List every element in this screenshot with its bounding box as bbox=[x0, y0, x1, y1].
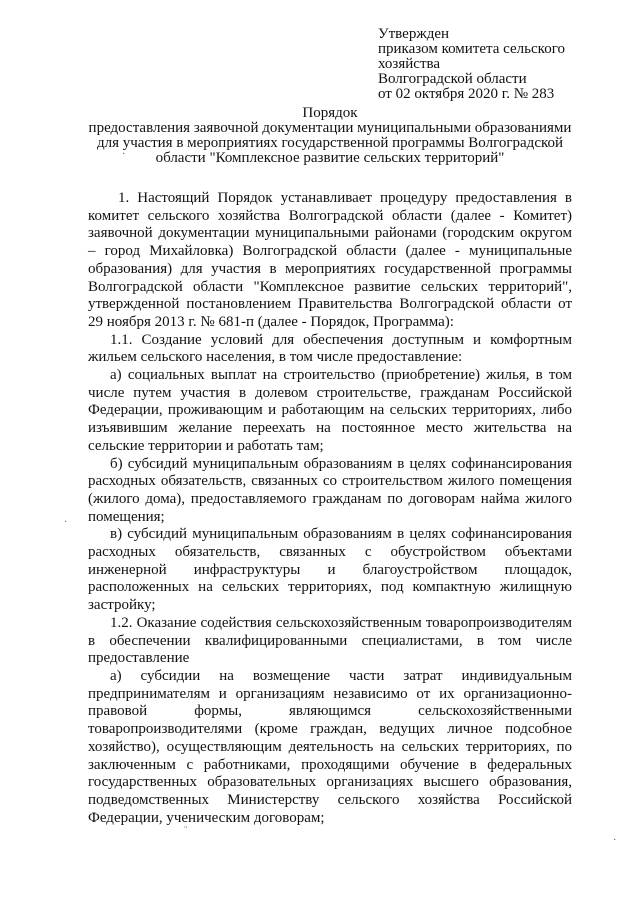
approval-stamp-block bbox=[378, 27, 618, 102]
approval-line: от 02 октября 2020 г. № 283 bbox=[378, 86, 555, 102]
paragraph-b: б) субсидий муниципальным образованиям в целях софинансирования расходных обязательств, связанных со строительством жилого помещения (жилого дома), предоставляемого гражданам по договорам найма жилого помещения; bbox=[88, 455, 572, 525]
paragraph-1: 1. Настоящий Порядок устанавливает процедуру предоставления в комитет сельского хозяйства Волгоградской области (далее - Комитет) заявочной документации муниципальными районами (городским округом – город Михайловка) Волгоградской области (далее - муниципальные образования) для участия в мероприятиях государственной программы Волгоградской области "Комплексное развитие сельских территорий", утвержденной постановлением Правительства Волгоградской области от 29 ноября 2013 г. № 681-п (далее - Порядок, Программа): bbox=[88, 190, 572, 330]
scan-speck: · bbox=[64, 517, 68, 528]
approval-line: приказом комитета сельского bbox=[378, 41, 565, 57]
document-title bbox=[70, 106, 590, 166]
paragraph-1-2-a: а) субсидии на возмещение части затрат индивидуальным предпринимателям и организациям независимо от их организационно-правовой формы, являющимся сельскохозяйственными товаропроизводителями (кроме граждан, ведущих личное подсобное хозяйство), осуществляющим деятельность на сельских территориях, по заключенным с работниками, проходящими обучение в федеральных государственных образовательных организациях высшего образования, подведомственных Министерству сельского хозяйства Российской Федерации, ученическим договорам; bbox=[88, 667, 572, 826]
approval-line: Волгоградской области bbox=[378, 71, 527, 87]
document-body bbox=[88, 190, 572, 827]
title-line: для участия в мероприятиях государственной программы Волгоградской bbox=[96, 135, 564, 151]
paragraph-1-2: 1.2. Оказание содействия сельскохозяйственным товаропроизводителям в обеспечении квалифицированными специалистами, в том числе предоставление bbox=[88, 614, 572, 667]
title-line: области "Комплексное развитие сельских территорий" bbox=[155, 150, 505, 166]
paragraph-v: в) субсидий муниципальным образованиям в целях софинансирования расходных обязательств, связанных с обустройством объектами инженерной инфраструктуры и благоустройством площадок, расположенных на сельских территориях, под компактную жилищную застройку; bbox=[88, 526, 572, 614]
approval-line: Утвержден bbox=[378, 26, 450, 42]
scan-speck: ¨ bbox=[184, 825, 188, 836]
title-line: предоставления заявочной документации муниципальными образованиями bbox=[88, 120, 572, 136]
title-heading: Порядок bbox=[302, 105, 358, 121]
paragraph-a: а) социальных выплат на строительство (приобретение) жилья, в том числе путем участия в долевом строительстве, гражданам Российской Федерации, проживающим и работающим на сельских территориях, либо изъявившим желание переехать на постоянное место жительства на сельские территории и работать там; bbox=[88, 367, 572, 454]
scan-speck: · bbox=[613, 835, 617, 846]
paragraph-1-1: 1.1. Создание условий для обеспечения доступным и комфортным жильем сельского населения, в том числе предоставление: bbox=[88, 331, 572, 366]
scan-speck: · bbox=[122, 149, 126, 160]
approval-line: хозяйства bbox=[378, 56, 441, 72]
